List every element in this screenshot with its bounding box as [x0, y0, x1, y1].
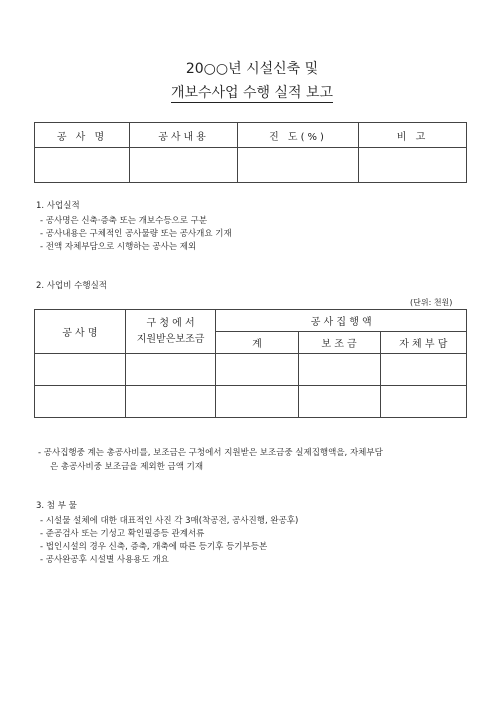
- header-subsidy-received: [125, 310, 216, 354]
- budget-table-header-top: [35, 310, 467, 332]
- cell-project-name[interactable]: [35, 148, 130, 183]
- section2-heading: 2. 사업비 수행실적: [36, 281, 107, 291]
- budget-table-row: [35, 386, 467, 418]
- cell-total[interactable]: [216, 354, 298, 386]
- header-self-burden: 자 체 부 담: [380, 332, 466, 354]
- budget-table: [34, 309, 467, 418]
- cell-remarks[interactable]: [358, 148, 466, 183]
- budget-note: [38, 446, 468, 474]
- note-line2: 은 총공사비중 보조금을 제외한 금액 기재: [50, 462, 204, 472]
- section1-item: - 공사내용은 구체적인 공사물량 또는 공사개요 기재: [40, 229, 232, 239]
- header-total: 계: [216, 332, 298, 354]
- cell-subsidy-received[interactable]: [125, 354, 216, 386]
- header-project-name: 공 사 명: [35, 123, 130, 148]
- cell-self-burden[interactable]: [380, 354, 466, 386]
- section3-item: - 준공검사 또는 기성고 확인필증등 관계서류: [40, 529, 205, 539]
- section-performance: [36, 200, 232, 254]
- unit-label: (단위: 천원): [410, 298, 453, 307]
- note-line1: - 공사집행중 계는 총공사비를, 보조금은 구청에서 지원받은 보조금중 실제집행액을, 자체부담: [38, 448, 383, 458]
- header-subsidy: 보 조 금: [298, 332, 380, 354]
- section1-item: - 공사명은 신축·증축 또는 개보수등으로 구분: [40, 216, 208, 226]
- cell-project-name[interactable]: [35, 354, 126, 386]
- document-title-line2: [0, 82, 504, 102]
- document-title-line1: 20○○년 시설신축 및: [185, 61, 319, 77]
- performance-table-row: [35, 148, 467, 183]
- cell-subsidy-received[interactable]: [125, 386, 216, 418]
- cell-progress[interactable]: [238, 148, 359, 183]
- document-title-line2-text: 개보수사업 수행 실적 보고: [170, 85, 334, 101]
- performance-table: [34, 122, 467, 183]
- cell-subsidy[interactable]: [298, 354, 380, 386]
- section3-item: - 공사완공후 시설별 사용용도 개요: [40, 555, 169, 565]
- header-execution-amount: 공 사 집 행 액: [216, 310, 467, 332]
- header-project-name: 공 사 명: [35, 310, 126, 354]
- section3-heading: 3. 첨 부 물: [36, 501, 77, 511]
- cell-total[interactable]: [216, 386, 298, 418]
- section3-item: - 법인시설의 경우 신축, 증축, 개축에 따른 등기후 등기부등본: [40, 542, 268, 552]
- section-attachments: [36, 500, 298, 567]
- section3-item: - 시설물 설체에 대한 대표적인 사진 각 3매(착공전, 공사진행, 완공후): [40, 516, 299, 526]
- section1-heading: 1. 사업실적: [36, 201, 80, 211]
- cell-self-burden[interactable]: [380, 386, 466, 418]
- header-progress: 진 도(%): [238, 123, 359, 148]
- cell-subsidy[interactable]: [298, 386, 380, 418]
- header-project-content: 공사내용: [130, 123, 238, 148]
- header-subsidy-line1: 구 청 에 서: [146, 317, 195, 329]
- section1-item: - 전액 자체부담으로 시행하는 공사는 제외: [40, 242, 197, 252]
- budget-table-row: [35, 354, 467, 386]
- header-subsidy-line2: 지원받은보조금: [136, 333, 205, 345]
- header-remarks: 비 고: [358, 123, 466, 148]
- performance-table-header: [35, 123, 467, 148]
- cell-project-content[interactable]: [130, 148, 238, 183]
- cell-project-name[interactable]: [35, 386, 126, 418]
